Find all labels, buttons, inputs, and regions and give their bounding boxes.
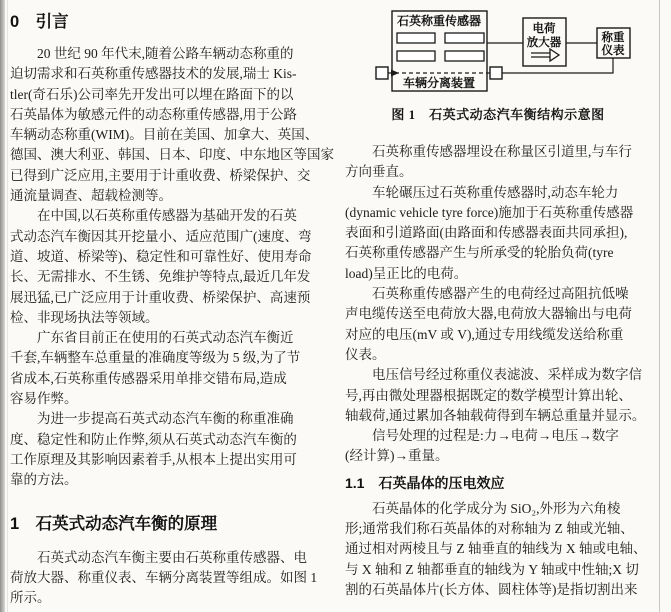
paragraph xyxy=(10,206,334,328)
text-line: 形;通常我们称石英晶体的对称轴为 Z 轴或光轴、 xyxy=(345,521,634,537)
paragraph xyxy=(345,499,653,600)
text-line: 对应的电压(mV 或 V),通过专用线缆发送给称重 xyxy=(345,326,624,342)
paragraph xyxy=(10,44,334,206)
text-line: 荷放大器、称重仪表、车辆分离装置等组成。如图 1 xyxy=(10,569,318,585)
text-line: 在中国,以石英称重传感器为基础开发的石英 xyxy=(37,208,297,224)
text-line: 车轮碾压过石英称重传感器时,动态车轮力 xyxy=(372,184,619,200)
figure-1 xyxy=(345,6,651,122)
text-line: 工作原理及其影响因素着手,从根本上提出实用可 xyxy=(10,451,297,467)
section-heading-1: 1 石英式动态汽车衡的原理 xyxy=(10,514,218,533)
sensor-box-label: 石英称重传感器 xyxy=(396,14,482,28)
text-line: 与 X 轴和 Z 轴都垂直的轴线为 Y 轴或中性轴;X 切 xyxy=(345,561,639,577)
text-line: 石英称重传感器埋设在称量区引道里,与车行 xyxy=(372,144,632,159)
text-line: 广东省目前正在使用的石英式动态汽车衡近 xyxy=(37,330,294,346)
text-line: 电压信号经过称重仪表滤波、采样成为数字信 xyxy=(372,367,642,383)
paragraph xyxy=(345,142,653,183)
text-line: 石英称重传感器产生与所承受的轮胎负荷(tyre xyxy=(345,245,614,261)
section-heading-1-1: 1.1 石英晶体的压电效应 xyxy=(345,474,505,491)
text-line: 迫切需求和石英称重传感器技术的发展,瑞士 Kis- xyxy=(10,66,297,82)
sensor-bar-icon xyxy=(445,51,484,61)
paragraph xyxy=(345,284,653,365)
text-line: 轴载荷,通过累加各轴载荷得到车辆总重量并显示。 xyxy=(345,407,646,423)
scan-edge-strip xyxy=(0,0,5,612)
vehicle-separator-label: 车辆分离装置 xyxy=(402,76,476,90)
text-line: 展迅猛,已广泛应用于计重收费、桥梁保护、高速预 xyxy=(10,289,311,305)
text-line: 20 世纪 90 年代末,随着公路车辆动态称重的 xyxy=(37,46,294,61)
text-line: 长、无需排水、不生锈、免维护等特点,最近几年发 xyxy=(10,269,311,285)
text-line: 车辆动态称重(WIM)。目前在美国、加拿大、英国、 xyxy=(10,127,319,143)
scan-edge-line xyxy=(7,0,8,612)
text-line: 已得到广泛应用,主要用于计重收费、桥梁保护、交 xyxy=(10,167,311,183)
text-line: 所示。 xyxy=(10,590,51,606)
paragraph xyxy=(345,426,653,467)
charge-amplifier-label: 电荷 xyxy=(532,23,556,35)
paragraph xyxy=(10,409,334,490)
text-line: 石英称重传感器产生的电荷经过高阻抗低噪 xyxy=(372,286,629,302)
text-line: 号,再由微处理器根据既定的数学模型计算出轮、 xyxy=(345,387,632,403)
text-line: 通流量调查、超载检测等。 xyxy=(10,188,172,204)
separator-node-left-icon xyxy=(376,67,388,79)
sensor-bar-icon xyxy=(445,33,484,43)
text-line: 道、坡道、桥梁等)、稳定性和可靠性好、使用寿命 xyxy=(10,248,312,264)
text-line: 信号处理的过程是:力→电荷→电压→数字 xyxy=(372,428,619,444)
text-line: 割的石英晶体片(长方体、圆柱体等)是指切割出来 xyxy=(345,581,638,597)
page-right-rule xyxy=(659,0,660,612)
text-line: tler(奇石乐)公司率先开发出可以埋在路面下的以 xyxy=(10,86,294,102)
right-column xyxy=(345,6,653,600)
text-line: 声电缆传送至电荷放大器,电荷放大器输出与电荷 xyxy=(345,306,632,322)
text-line: 石英式动态汽车衡主要由石英称重传感器、电 xyxy=(37,549,307,565)
separator-node-right-icon xyxy=(490,67,502,79)
section-heading-0: 0 引言 xyxy=(10,13,69,31)
text-line: 容易作弊。 xyxy=(10,391,78,407)
sensor-bar-icon xyxy=(397,33,435,43)
weighing-indicator-label: 称重 xyxy=(601,32,625,44)
text-line: 检、非现场执法等领域。 xyxy=(10,309,159,325)
text-line: (经计算)→重量。 xyxy=(345,448,449,464)
paragraph xyxy=(345,365,653,426)
text-line: 省成本,石英称重传感器采用单排交错布局,造成 xyxy=(10,370,287,386)
paragraph xyxy=(10,328,334,409)
text-line: 为进一步提高石英式动态汽车衡的称重准确 xyxy=(37,411,294,427)
left-column xyxy=(10,10,334,608)
text-line: 石英晶体为敏感元件的动态称重传感器,用于公路 xyxy=(10,106,297,122)
text-line: (dynamic vehicle tyre force)施加于石英称重传感器 xyxy=(345,204,634,220)
text-line: load)呈正比的电荷。 xyxy=(345,265,468,281)
sensor-bar-icon xyxy=(397,51,435,61)
figure-1-caption: 图 1 石英式动态汽车衡结构示意图 xyxy=(391,107,605,122)
text-line: 千套,车辆整车总重量的准确度等级为 5 级,为了节 xyxy=(10,350,301,366)
paragraph xyxy=(10,548,334,609)
figure-1-diagram xyxy=(345,6,651,101)
paragraph xyxy=(345,183,653,284)
charge-amplifier-label: 放大器 xyxy=(526,37,562,49)
text-line: 式动态汽车衡因其开挖量小、适应范围广(速度、弯 xyxy=(10,228,312,244)
text-line: 仪表。 xyxy=(345,346,386,362)
text-line: 石英晶体的化学成分为 SiO₂,外形为六角棱 xyxy=(372,500,621,516)
text-line: 德国、澳大利亚、韩国、日本、印度、中东地区等国家 xyxy=(10,147,334,163)
text-line: 度、稳定性和防止作弊,须从石英式动态汽车衡的 xyxy=(10,431,297,447)
text-line: 通过相对两棱且与 Z 轴垂直的轴线为 X 轴或电轴、 xyxy=(345,541,647,557)
weighing-indicator-label: 仪表 xyxy=(601,45,625,57)
text-line: 靠的方法。 xyxy=(10,472,78,488)
text-line: 方向垂直。 xyxy=(345,164,413,180)
text-line: 表面和引道路面(由路面和传感器表面共同承担), xyxy=(345,225,628,241)
